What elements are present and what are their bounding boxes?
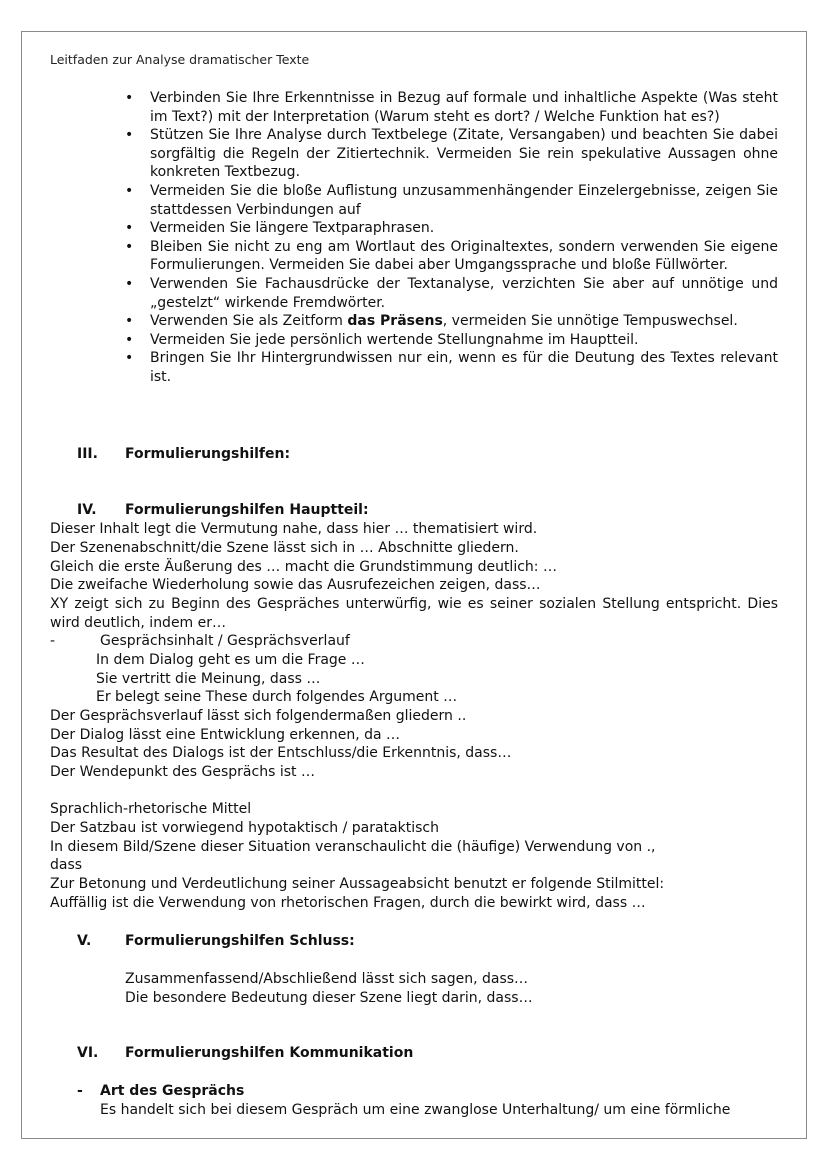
- bullet-item: • Bringen Sie Ihr Hintergrundwissen nur ein, wenn es für die Deutung des Textes relevant ist.: [150, 349, 778, 386]
- dash-marker: -: [50, 633, 56, 649]
- subheading-stilmittel: Sprachlich-rhetorische Mittel: [50, 801, 252, 817]
- phrase-line: dass: [50, 857, 83, 873]
- phrase-line: Die zweifache Wiederholung sowie das Ausrufezeichen zeigen, dass…: [50, 577, 541, 593]
- phrase-line: Sie vertritt die Meinung, dass …: [96, 671, 321, 687]
- phrase-line: Es handelt sich bei diesem Gespräch um eine zwanglose Unterhaltung/ um eine förmliche: [100, 1102, 731, 1118]
- section-number: III.: [77, 446, 98, 462]
- bullet-item: • Verwenden Sie Fachausdrücke der Textanalyse, verzichten Sie aber auf unnötige und „gestelzt“ wirkende Fremdwörter.: [150, 275, 778, 312]
- dash-marker: -: [77, 1083, 83, 1099]
- phrase-line: In diesem Bild/Szene dieser Situation veranschaulicht die (häufige) Verwendung von .,: [50, 839, 656, 855]
- subheading-gespraechsinhalt: Gesprächsinhalt / Gesprächsverlauf: [100, 633, 350, 649]
- section-heading: Formulierungshilfen Kommunikation: [125, 1045, 414, 1061]
- phrase-line: In dem Dialog geht es um die Frage …: [96, 652, 365, 668]
- phrase-line: Der Szenenabschnitt/die Szene lässt sich in … Abschnitte gliedern.: [50, 540, 519, 556]
- phrase-line: Zusammenfassend/Abschließend lässt sich sagen, dass…: [125, 971, 529, 987]
- bullet-item: [150, 312, 778, 331]
- phrase-line: Zur Betonung und Verdeutlichung seiner Aussageabsicht benutzt er folgende Stilmittel:: [50, 876, 665, 892]
- bullet-item: • Vermeiden Sie die bloße Auflistung unzusammenhängender Einzelergebnisse, zeigen Sie stattdessen Verbindungen auf: [150, 182, 778, 219]
- phrase-line: Auffällig ist die Verwendung von rhetorischen Fragen, durch die bewirkt wird, dass …: [50, 895, 646, 911]
- phrase-line: Der Gesprächsverlauf lässt sich folgendermaßen gliedern ..: [50, 708, 467, 724]
- phrase-line: Das Resultat des Dialogs ist der Entschluss/die Erkenntnis, dass…: [50, 745, 512, 761]
- bullet-text: , vermeiden Sie unnötige Tempuswechsel.: [442, 313, 738, 330]
- section-heading: Formulierungshilfen:: [125, 446, 291, 462]
- bullet-item: • Bleiben Sie nicht zu eng am Wortlaut des Originaltextes, sondern verwenden Sie eigene Formulierungen. Vermeiden Sie dabei aber Umgangssprache und bloße Füllwörter.: [150, 238, 778, 275]
- section-number: V.: [77, 933, 92, 949]
- phrase-line: Der Satzbau ist vorwiegend hypotaktisch / parataktisch: [50, 820, 439, 836]
- running-header: Leitfaden zur Analyse dramatischer Texte: [50, 52, 310, 67]
- section-number: IV.: [77, 502, 97, 518]
- phrase-line: wird deutlich, indem er…: [50, 615, 227, 631]
- phrase-line: Dieser Inhalt legt die Vermutung nahe, dass hier … thematisiert wird.: [50, 521, 538, 537]
- guideline-bullet-list: [150, 89, 778, 387]
- phrase-line: XY zeigt sich zu Beginn des Gespräches unterwürfig, wie es seiner sozialen Stellung entspricht. Dies: [50, 596, 778, 612]
- bullet-item: • Vermeiden Sie längere Textparaphrasen.: [150, 219, 778, 238]
- section-number: VI.: [77, 1045, 99, 1061]
- phrase-line: Gleich die erste Äußerung des … macht die Grundstimmung deutlich: …: [50, 559, 557, 575]
- section-heading: Formulierungshilfen Hauptteil:: [125, 502, 369, 518]
- bullet-item: • Vermeiden Sie jede persönlich wertende Stellungnahme im Hauptteil.: [150, 331, 778, 350]
- bullet-text: Verwenden Sie als Zeitform: [150, 313, 348, 330]
- bullet-item: • Verbinden Sie Ihre Erkenntnisse in Bezug auf formale und inhaltliche Aspekte (Was steht im Text?) mit der Interpretation (Warum steht es dort? / Welche Funktion hat es?): [150, 89, 778, 126]
- phrase-line: Der Dialog lässt eine Entwicklung erkennen, da …: [50, 727, 401, 743]
- phrase-line: Er belegt seine These durch folgendes Argument …: [96, 689, 458, 705]
- section-heading: Formulierungshilfen Schluss:: [125, 933, 355, 949]
- phrase-line: Der Wendepunkt des Gesprächs ist …: [50, 764, 315, 780]
- bullet-bold-text: das Präsens: [347, 313, 443, 330]
- phrase-line: Die besondere Bedeutung dieser Szene liegt darin, dass…: [125, 990, 533, 1006]
- bullet-item: • Stützen Sie Ihre Analyse durch Textbelege (Zitate, Versangaben) und beachten Sie dabei sorgfältig die Regeln der Zitiertechnik. Vermeiden Sie rein spekulative Aussagen ohne konkreten Textbezug.: [150, 126, 778, 182]
- subheading-art-des-gespraechs: Art des Gesprächs: [100, 1083, 245, 1099]
